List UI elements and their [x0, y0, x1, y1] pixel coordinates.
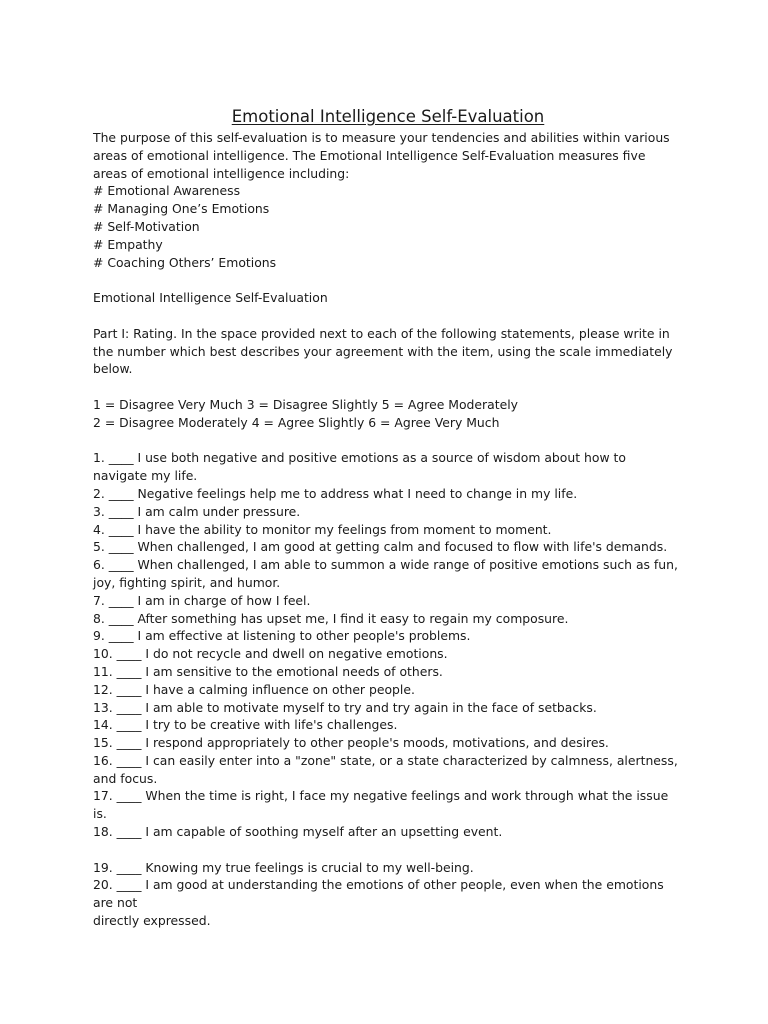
intro-area: # Coaching Others’ Emotions — [93, 254, 277, 270]
statement-item: 11. ____ I am sensitive to the emotional needs of others. — [93, 663, 443, 679]
scale-line-2: 2 = Disagree Moderately 4 = Agree Slightly 6 = Agree Very Much — [93, 414, 500, 430]
statement-item: 18. ____ I am capable of soothing myself after an upsetting event. — [93, 824, 503, 840]
statement-item: 3. ____ I am calm under pressure. — [93, 503, 301, 519]
statement-item: 1. ____ I use both negative and positive emotions as a source of wisdom about how to navigate my life. — [93, 450, 626, 484]
statement-item: 9. ____ I am effective at listening to other people's problems. — [93, 628, 471, 644]
statement-item: 2. ____ Negative feelings help me to address what I need to change in my life. — [93, 485, 578, 501]
statement-item: 17. ____ When the time is right, I face my negative feelings and work through what the issue is. — [93, 788, 669, 822]
spacer — [93, 841, 683, 859]
statement-item: 14. ____ I try to be creative with life's challenges. — [93, 717, 398, 733]
statement-item: 8. ____ After something has upset me, I find it easy to regain my composure. — [93, 610, 569, 626]
spacer — [93, 307, 683, 325]
statement-item: 20. ____ I am good at understanding the emotions of other people, even when the emotions are not — [93, 877, 664, 911]
document-title: Emotional Intelligence Self-Evaluation — [231, 107, 545, 126]
intro-area: # Empathy — [93, 236, 163, 252]
statement-item: 5. ____ When challenged, I am good at getting calm and focused to flow with life's demands. — [93, 539, 668, 555]
intro-paragraph: The purpose of this self-evaluation is to measure your tendencies and abilities within various areas of emotional intelligence. The Emotional Intelligence Self-Evaluation measures five areas of emotional intelligence including: — [93, 130, 670, 181]
spacer — [93, 378, 683, 396]
intro-area: # Managing One’s Emotions — [93, 201, 270, 217]
statement-item: 13. ____ I am able to motivate myself to try and try again in the face of setbacks. — [93, 699, 597, 715]
statement-item: 12. ____ I have a calming influence on other people. — [93, 681, 415, 697]
statement-item: 19. ____ Knowing my true feelings is crucial to my well-being. — [93, 859, 474, 875]
statement-item: 16. ____ I can easily enter into a "zone" state, or a state characterized by calmness, alertness, and focus. — [93, 752, 678, 786]
statements-list — [93, 449, 683, 841]
document-body — [93, 106, 683, 930]
statement-item: 6. ____ When challenged, I am able to summon a wide range of positive emotions such as fun, joy, fighting spirit, and humor. — [93, 557, 678, 590]
section-heading: Emotional Intelligence Self-Evaluation — [93, 290, 328, 306]
intro-area: # Self-Motivation — [93, 218, 200, 234]
statement-item-continuation: directly expressed. — [93, 913, 211, 929]
spacer — [93, 432, 683, 450]
intro-areas-list — [93, 182, 683, 271]
statement-item: 10. ____ I do not recycle and dwell on negative emotions. — [93, 646, 448, 662]
part1-instructions: Part I: Rating. In the space provided next to each of the following statements, please write in the number which best describes your agreement with the item, using the scale immediately below. — [93, 325, 673, 377]
scale-line-1: 1 = Disagree Very Much 3 = Disagree Slightly 5 = Agree Moderately — [93, 396, 518, 412]
spacer — [93, 271, 683, 289]
statement-item: 7. ____ I am in charge of how I feel. — [93, 592, 311, 608]
intro-area: # Emotional Awareness — [93, 183, 241, 199]
statement-item: 4. ____ I have the ability to monitor my feelings from moment to moment. — [93, 521, 552, 537]
statement-item: 15. ____ I respond appropriately to other people's moods, motivations, and desires. — [93, 735, 609, 751]
